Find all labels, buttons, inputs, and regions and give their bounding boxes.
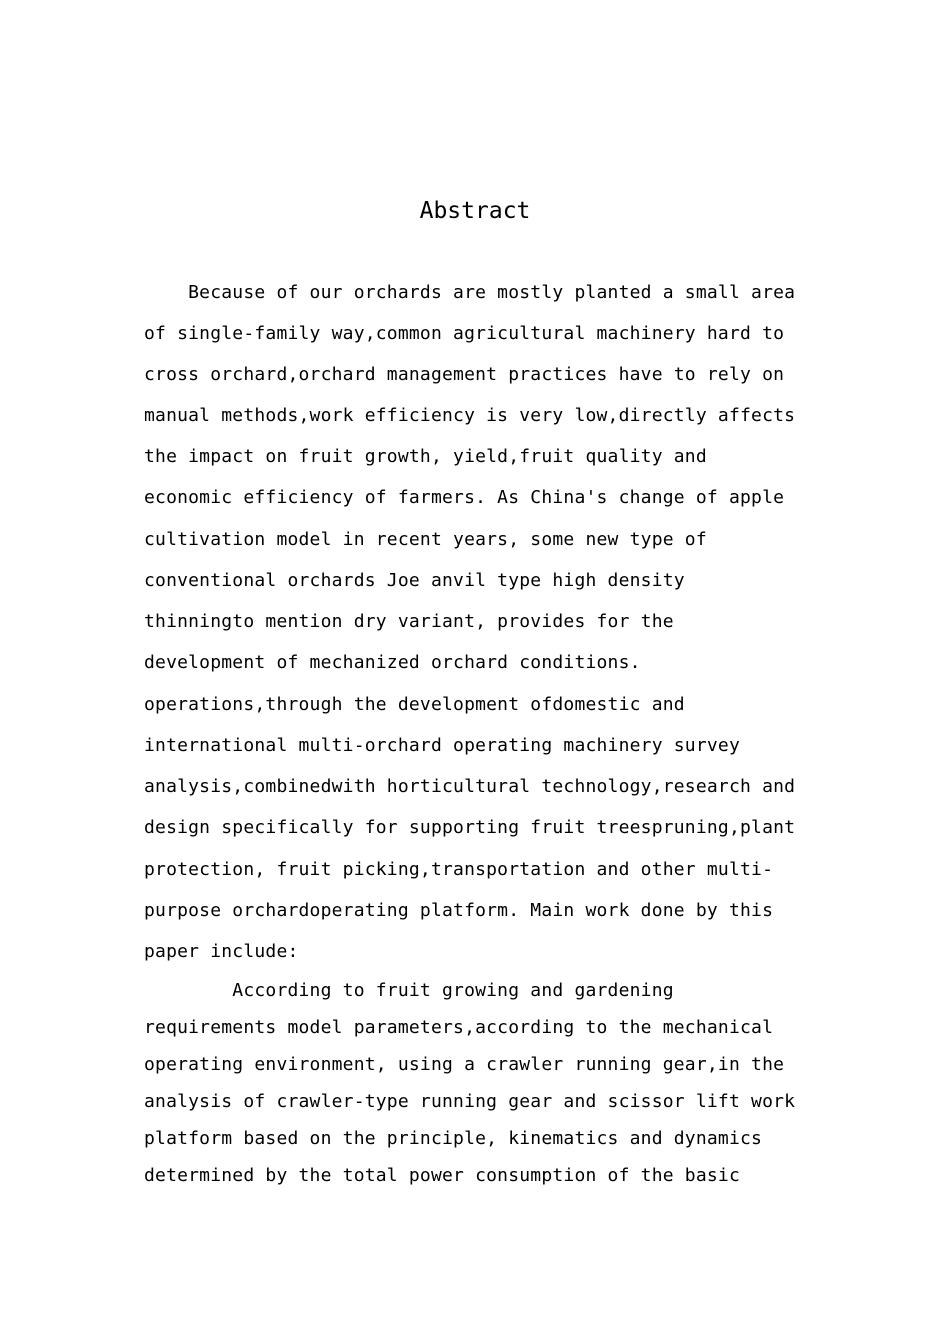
abstract-line: conventional orchards Joe anvil type high density [144,570,685,591]
abstract-line: platform based on the principle, kinematics and dynamics [144,1128,763,1149]
abstract-line: analysis of crawler-type running gear and scissor lift work [144,1091,796,1112]
abstract-line: design specifically for supporting fruit treespruning,plant [144,817,796,838]
abstract-line: of single-family way,common agricultural machinery hard to [144,323,785,344]
abstract-line: manual methods,work efficiency is very low,directly affects [144,405,796,426]
abstract-line: international multi-orchard operating machinery survey [144,735,740,756]
abstract-line: analysis,combinedwith horticultural technology,research and [144,776,796,797]
abstract-line: requirements model parameters,according to the mechanical [144,1017,774,1038]
abstract-line: purpose orchardoperating platform. Main work done by this [144,900,774,921]
abstract-line: paper include: [144,941,299,962]
abstract-line: determined by the total power consumption of the basic [144,1165,740,1186]
abstract-line: operating environment, using a crawler running gear,in the [144,1054,785,1075]
abstract-line: operations,through the development ofdomestic and [144,694,685,715]
abstract-line: development of mechanized orchard conditions. [144,652,641,673]
abstract-line: the impact on fruit growth, yield,fruit quality and [144,446,707,467]
abstract-line: Because of our orchards are mostly planted a small area [144,282,796,303]
abstract-title: Abstract [419,198,531,224]
abstract-line: According to fruit growing and gardening [144,980,674,1001]
abstract-line: protection, fruit picking,transportation and other multi- [144,859,774,880]
abstract-line: economic efficiency of farmers. As China's change of apple [144,487,785,508]
abstract-line: cross orchard,orchard management practices have to rely on [144,364,785,385]
abstract-line: thinningto mention dry variant, provides for the [144,611,674,632]
abstract-line: cultivation model in recent years, some new type of [144,529,707,550]
